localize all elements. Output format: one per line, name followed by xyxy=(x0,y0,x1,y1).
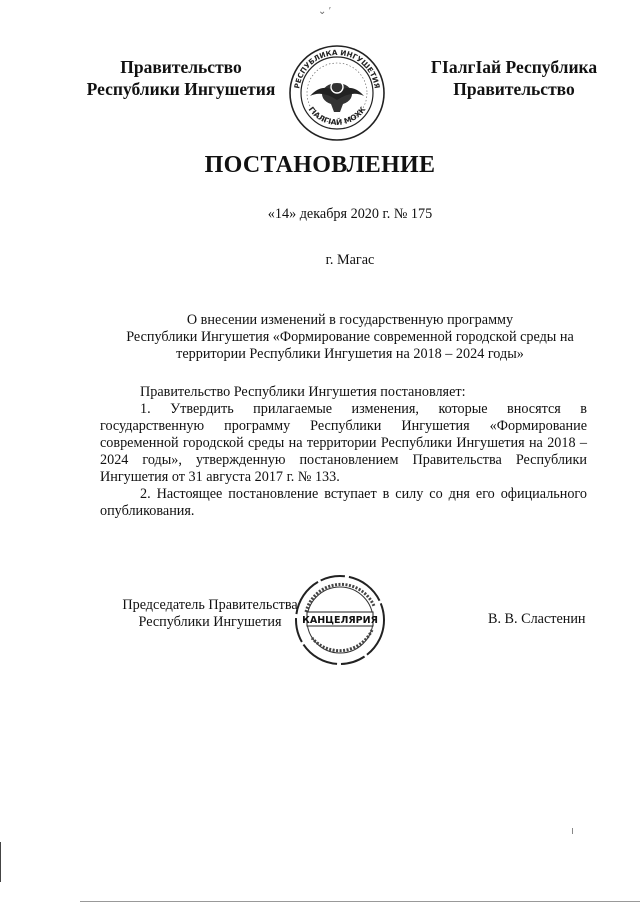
document-title: ПОСТАНОВЛЕНИЕ xyxy=(204,152,436,178)
body-item-2: 2. Настоящее постановление вступает в силу со дня его официального опубликования. xyxy=(100,486,587,519)
emblem-ring-top: РЕСПУБЛИКА ИНГУШЕТИЯ xyxy=(292,47,382,90)
document-city: г. Магас xyxy=(325,252,375,268)
document-subject xyxy=(92,312,608,363)
document-body xyxy=(100,384,587,520)
emblem-ring-bottom: ГIАЛГIАЙ МОХК xyxy=(306,104,368,127)
body-intro: Правительство Республики Ингушетия постановляет: xyxy=(140,384,466,400)
subject-line-1: О внесении изменений в государственную программу xyxy=(186,312,514,328)
scan-speck xyxy=(572,828,573,834)
scan-mark: ⌄ ′ xyxy=(318,6,332,17)
header-right-line-1: ГIалгIай Республика xyxy=(430,57,598,77)
coat-of-arms-emblem-icon xyxy=(288,44,386,142)
signatory-name: В. В. Сластенин xyxy=(488,611,586,627)
document-date-number: «14» декабря 2020 г. № 175 xyxy=(267,206,433,222)
header-right-line-2: Правительство xyxy=(453,79,575,99)
body-item-1: 1. Утвердить прилагаемые изменения, которые вносятся в государственную программу Республики Ингушетия «Формирование современной городской среды на территории Республики Ингушетия на 2018 – 2024 годы», утвержденную постановлением Правительства Республики Ингушетия от 31 августа 2017 г. № 133. xyxy=(100,401,587,485)
stamp-center-text: КАНЦЕЛЯРИЯ xyxy=(302,615,378,626)
signatory-position-line-1: Председатель Правительства xyxy=(122,597,298,613)
margin-mark xyxy=(0,842,1,882)
office-stamp-icon xyxy=(292,572,388,668)
header-left xyxy=(70,56,292,100)
bottom-edge-line xyxy=(80,901,640,902)
signatory-position-line-2: Республики Ингушетия xyxy=(138,614,282,630)
subject-line-3: территории Республики Ингушетия на 2018 – 2024 годы» xyxy=(176,346,524,362)
header-left-line-1: Правительство xyxy=(120,57,242,77)
header-right xyxy=(416,56,612,100)
subject-line-2: Республики Ингушетия «Формирование современной городской среды на xyxy=(126,329,574,345)
header-left-line-2: Республики Ингушетия xyxy=(86,79,276,99)
signatory-position xyxy=(110,597,310,631)
